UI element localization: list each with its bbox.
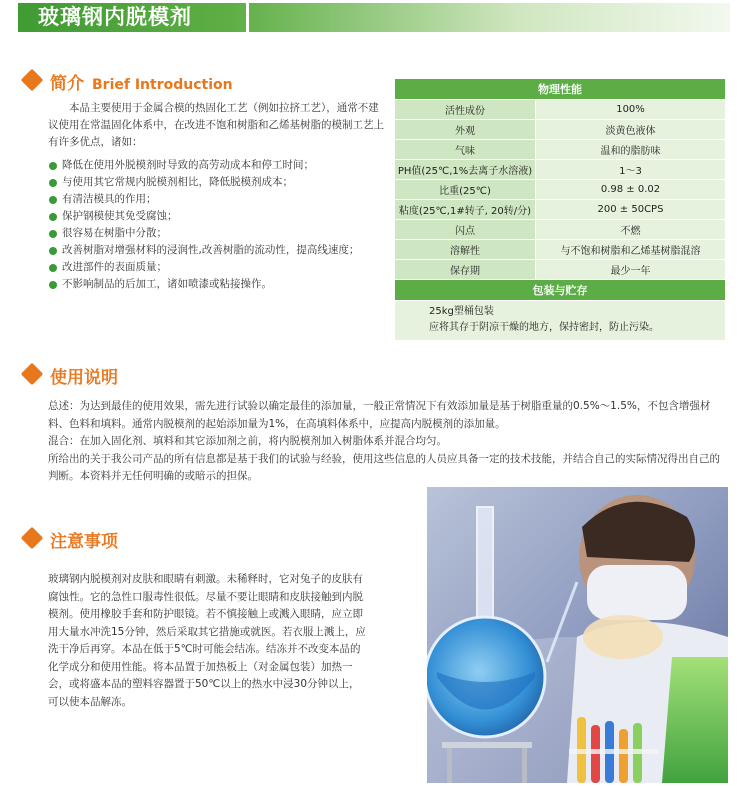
table-row: [395, 120, 726, 140]
table-row: [395, 140, 726, 160]
table-row: [395, 260, 726, 280]
usage-body: [48, 398, 728, 486]
property-label: 外观: [395, 120, 536, 140]
packaging-header: 包装与贮存: [395, 280, 726, 301]
bullet-item: 与使用其它常规内脱模剂相比，降低脱模剂成本；: [48, 174, 398, 191]
bullet-item: 改进部件的表面质量；: [48, 259, 398, 276]
table-row: [395, 200, 726, 220]
usage-paragraph: 混合：在加入固化剂、填料和其它添加剂之前，将内脱模剂加入树脂体系并混合均匀。: [48, 435, 447, 447]
page-title: 玻璃钢内脱模剂: [38, 5, 192, 29]
table-row: [395, 301, 726, 341]
properties-header: 物理性能: [395, 79, 726, 100]
property-label: 活性成份: [395, 100, 536, 120]
usage-paragraph: 总述：为达到最佳的使用效果，需先进行试验以确定最佳的添加量，一般正常情况下有效添加量是基于树脂重量的0.5%～1.5%，不包含增强材料、色料和填料。通常内脱模剂的起始添加量为1%，在高填料体系中，应提高内脱模剂的添加量。: [48, 400, 711, 430]
intro-paragraph: 本品主要使用于金属合模的热固化工艺（例如拉挤工艺），通常不建议使用在常温固化体系中，在改进不饱和树脂和乙烯基树脂的模制工艺上有许多优点，诸如：: [48, 102, 384, 148]
property-label: 比重(25℃): [395, 180, 536, 200]
section-diamond-icon: [21, 527, 44, 550]
table-row: [395, 160, 726, 180]
property-label: 闪点: [395, 220, 536, 240]
lab-scientist-photo: [427, 487, 728, 783]
properties-table: [394, 78, 726, 341]
table-row: [395, 240, 726, 260]
packaging-cell: [395, 301, 726, 341]
table-row: [395, 100, 726, 120]
property-value: 200 ± 50CPS: [536, 200, 726, 220]
property-label: 溶解性: [395, 240, 536, 260]
intro-heading: [50, 69, 233, 94]
intro-title: 简介: [50, 74, 84, 94]
property-value: 100%: [536, 100, 726, 120]
table-row: [395, 220, 726, 240]
notes-title: 注意事项: [50, 532, 118, 552]
usage-title: 使用说明: [50, 368, 118, 388]
property-value: 1～3: [536, 160, 726, 180]
intro-subtitle: Brief Introduction: [92, 77, 233, 93]
property-label: 粘度(25℃,1#转子, 20转/分): [395, 200, 536, 220]
notes-paragraph: 玻璃钢内脱模剂对皮肤和眼睛有刺激。未稀释时，它对兔子的皮肤有腐蚀性。它的急性口服毒性很低。尽量不要让眼睛和皮肤接触到内脱模剂。使用橡胶手套和防护眼镜。若不慎接触上或溅入眼睛，应立即用大量水冲洗15分钟，然后采取其它措施或就医。若衣服上溅上，应洗干净后再穿。本品在低于5℃时可能会结冻。结冻并不改变本品的化学成分和使用性能。将本品置于加热板上（对金属包装）加热一会，或将盛本品的塑料容器置于50℃以上的热水中浸30分钟以上，可以使本品解冻。: [48, 573, 366, 708]
title-bar: [18, 3, 730, 32]
property-label: PH值(25℃,1%去离子水溶液): [395, 160, 536, 180]
table-row: [395, 180, 726, 200]
section-diamond-icon: [21, 69, 44, 92]
property-value: 不燃: [536, 220, 726, 240]
property-label: 气味: [395, 140, 536, 160]
intro-bullet-list: [48, 157, 398, 293]
property-value: 淡黄色液体: [536, 120, 726, 140]
bullet-item: 很容易在树脂中分散；: [48, 225, 398, 242]
property-value: 0.98 ± 0.02: [536, 180, 726, 200]
packaging-line: 应将其存于阴凉干燥的地方，保持密封，防止污染。: [429, 322, 659, 333]
property-value: 与不饱和树脂和乙烯基树脂混溶: [536, 240, 726, 260]
property-label: 保存期: [395, 260, 536, 280]
section-diamond-icon: [21, 363, 44, 386]
property-value: 最少一年: [536, 260, 726, 280]
bullet-item: 改善树脂对增强材料的浸润性,改善树脂的流动性，提高线速度；: [48, 242, 398, 259]
bullet-item: 不影响制品的后加工，诸如喷漆或粘接操作。: [48, 276, 398, 293]
packaging-line: 25kg塑桶包装: [429, 306, 494, 317]
usage-paragraph: 所给出的关于我公司产品的所有信息都是基于我们的试验与经验，使用这些信息的人员应具备一定的技术技能，并结合自己的实际情况得出自己的判断。本资料并无任何明确的或暗示的担保。: [48, 452, 720, 482]
bullet-item: 有清洁模具的作用；: [48, 191, 398, 208]
property-value: 温和的脂肪味: [536, 140, 726, 160]
title-divider: [246, 3, 249, 32]
bullet-item: 降低在使用外脱模剂时导致的高劳动成本和停工时间；: [48, 157, 398, 174]
bullet-item: 保护钢模使其免受腐蚀；: [48, 208, 398, 225]
